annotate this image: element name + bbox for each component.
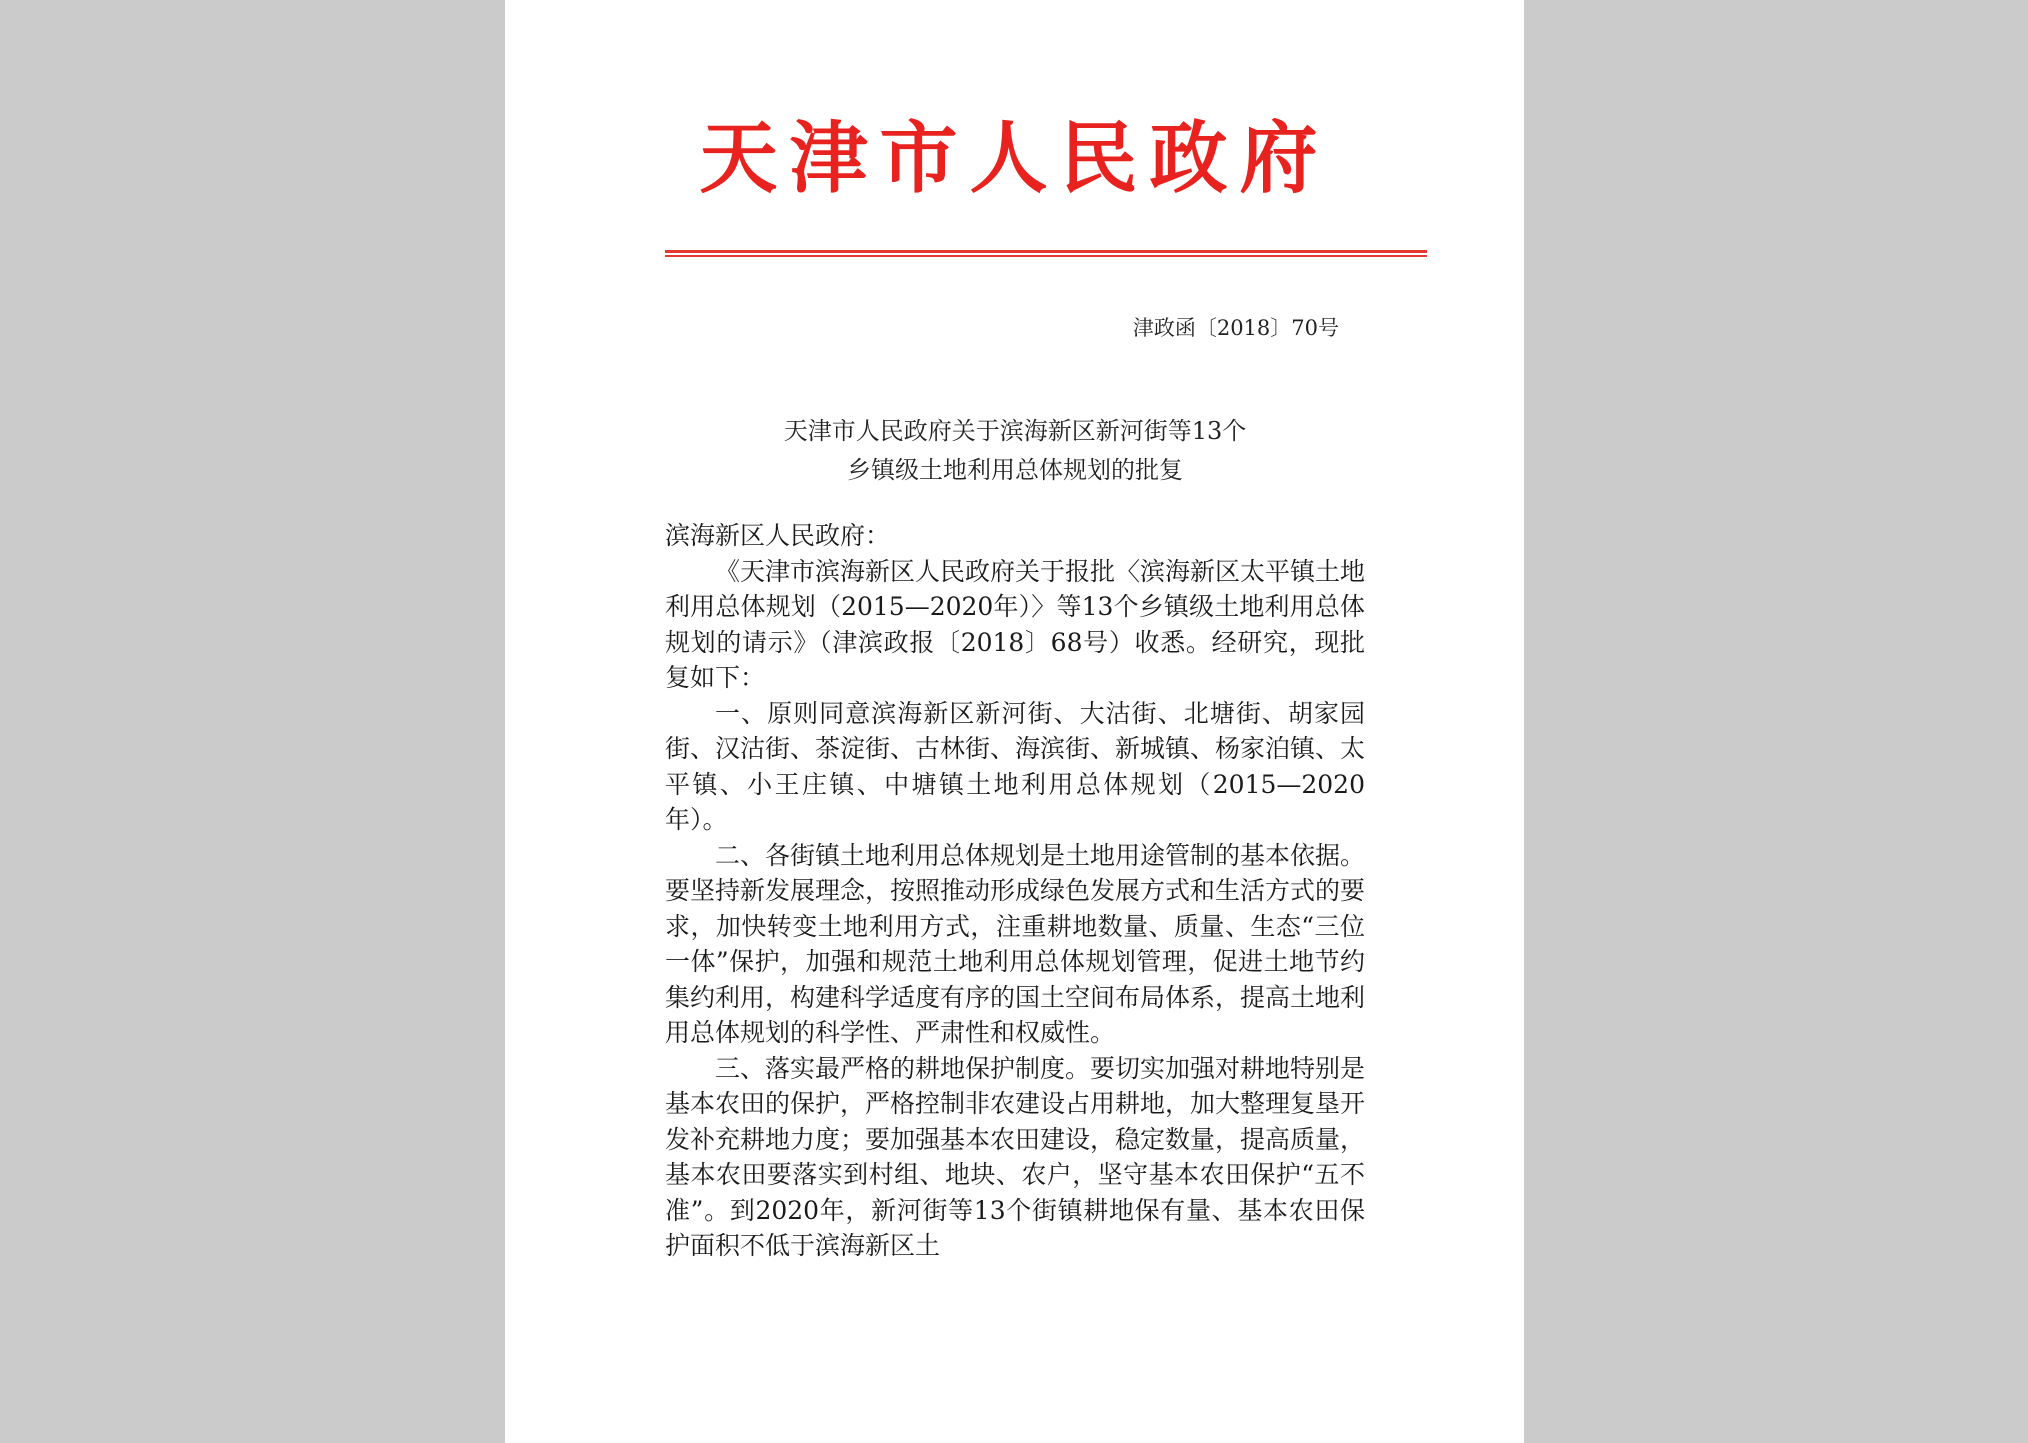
document-page [505,0,1524,1443]
document-body [665,518,1365,1264]
issuing-authority-header: 天津市人民政府 [699,114,1330,204]
salutation: 滨海新区人民政府： [665,521,891,550]
body-paragraph-1: 一、原则同意滨海新区新河街、大沽街、北塘街、胡家园街、汉沽街、茶淀街、古林街、海滨街、新城镇、杨家泊镇、太平镇、小王庄镇、中塘镇土地利用总体规划（2015—2020年）。 [665,698,1366,834]
body-paragraph-intro: 《天津市滨海新区人民政府关于报批〈滨海新区太平镇土地利用总体规划（2015—2020年）〉等13个乡镇级土地利用总体规划的请示》（津滨政报〔2018〕68号）收悉。经研究，现批复如下： [665,556,1366,692]
body-paragraph-3: 三、落实最严格的耕地保护制度。要切实加强对耕地特别是基本农田的保护，严格控制非农建设占用耕地，加大整理复垦开发补充耕地力度；要加强基本农田建设，稳定数量，提高质量，基本农田要落实到村组、地块、农户，坚守基本农田保护“五不准”。到2020年，新河街等13个街镇耕地保有量、基本农田保护面积不低于滨海新区土 [665,1053,1366,1260]
document-number: 津政函〔2018〕70号 [1132,316,1339,340]
header-red-rule-secondary [665,255,1427,257]
document-title-line: 天津市人民政府关于滨海新区新河街等13个 [783,417,1247,445]
document-title-line: 乡镇级土地利用总体规划的批复 [847,456,1183,484]
document-title [625,412,1405,490]
body-paragraph-2: 二、各街镇土地利用总体规划是土地用途管制的基本依据。要坚持新发展理念，按照推动形成绿色发展方式和生活方式的要求，加快转变土地利用方式，注重耕地数量、质量、生态“三位一体”保护，加强和规范土地利用总体规划管理，促进土地节约集约利用，构建科学适度有序的国土空间布局体系，提高土地利用总体规划的科学性、严肃性和权威性。 [665,840,1366,1047]
header-red-rule [665,250,1427,253]
